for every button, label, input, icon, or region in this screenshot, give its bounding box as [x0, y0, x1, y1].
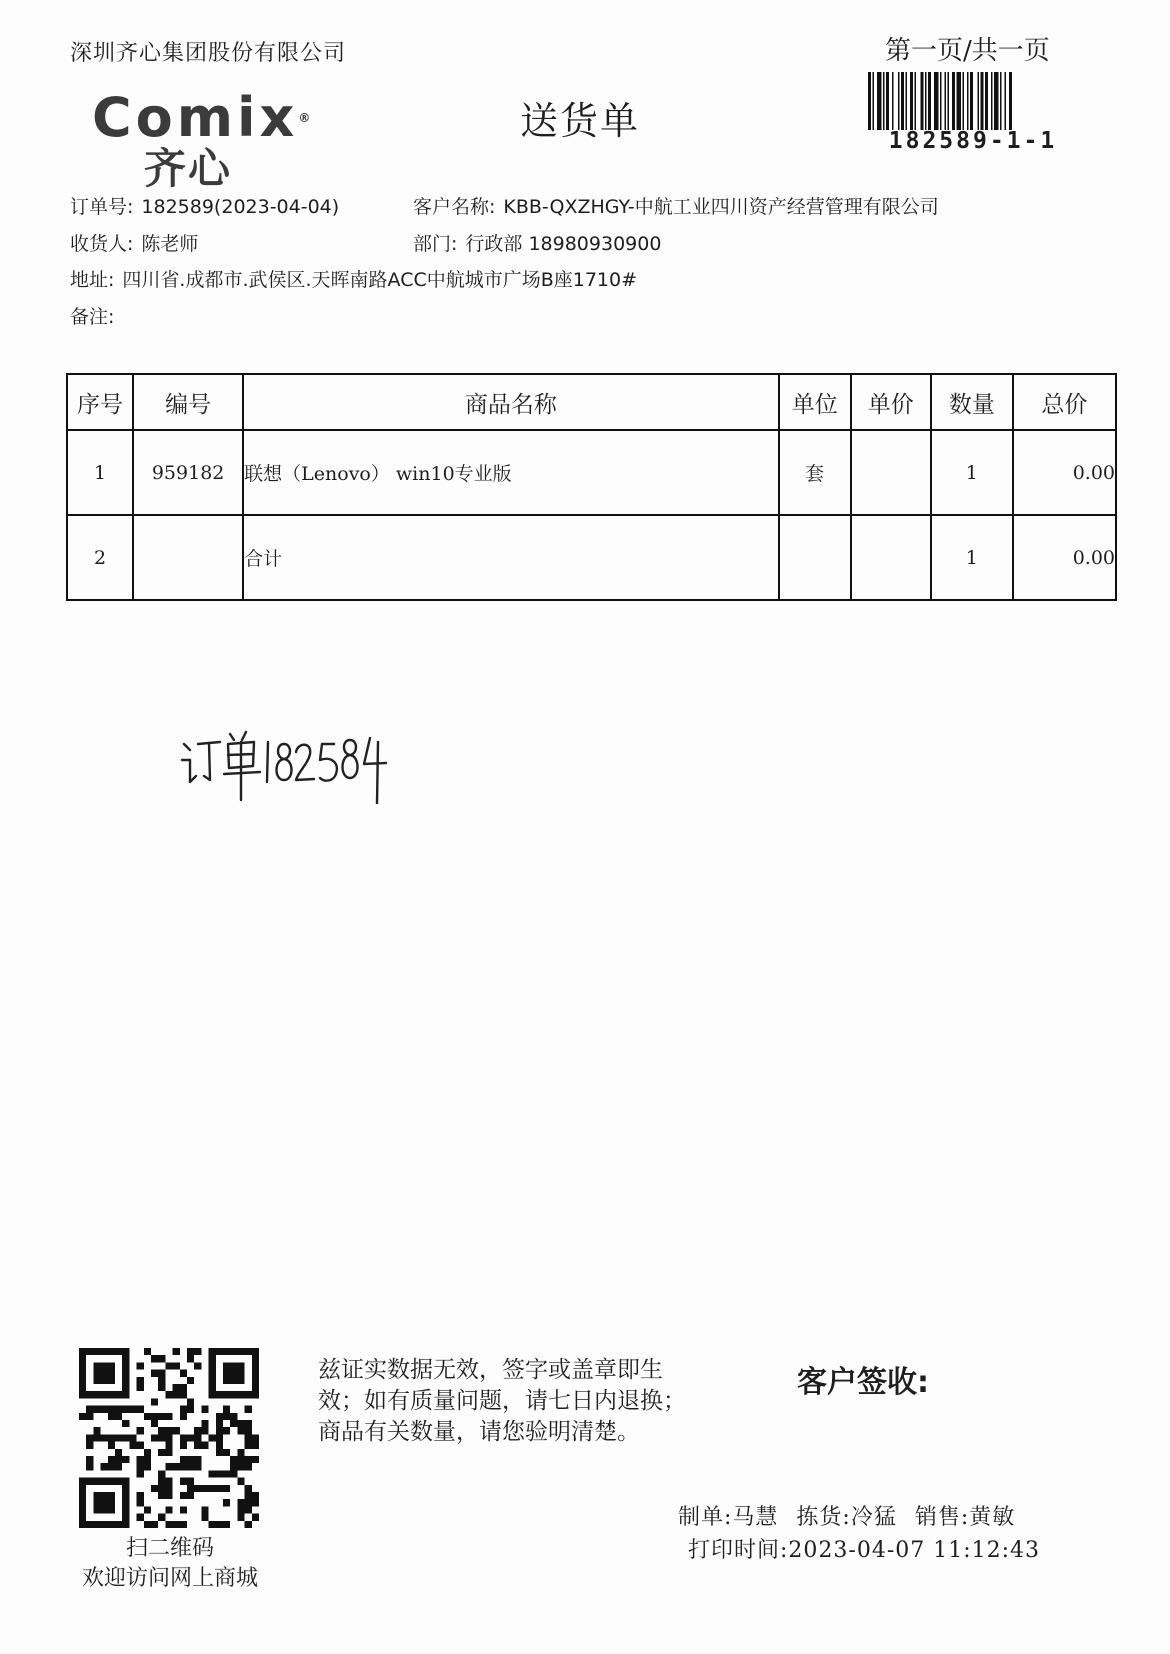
print-time: 打印时间:2023-04-07 11:12:43 [688, 1538, 1041, 1563]
col-header-unit: 单位 [779, 374, 851, 430]
cell-unit [779, 515, 851, 600]
table-row [67, 430, 1116, 515]
cell-product: 联想（Lenovo） win10专业版 [243, 430, 779, 515]
cell-code: 959182 [133, 430, 243, 515]
cell-unit-price [851, 515, 931, 600]
col-header-index: 序号 [67, 374, 133, 430]
notice-text: 兹证实数据无效，签字或盖章即生 效；如有质量问题，请七日内退换； 商品有关数量，请您验明清楚。 [318, 1357, 686, 1445]
address: 地址: 四川省.成都市.武侯区.天晖南路ACC中航城市广场B座1710# [70, 269, 638, 291]
remark: 备注: [70, 306, 115, 328]
document-title: 送货单 [520, 99, 641, 143]
company-name: 深圳齐心集团股份有限公司 [70, 41, 347, 66]
logo-wordmark: Comix® [92, 86, 315, 149]
picker: 拣货:冷猛 [796, 1505, 897, 1530]
col-header-quantity: 数量 [931, 374, 1013, 430]
cell-total: 0.00 [1013, 515, 1116, 600]
barcode-number: 182589-1-1 [888, 128, 1058, 154]
logo-chinese: 齐心 [144, 144, 233, 193]
cell-quantity: 1 [931, 515, 1013, 600]
table-header-row [67, 374, 1116, 430]
cell-product: 合计 [243, 515, 779, 600]
col-header-unit-price: 单价 [851, 374, 931, 430]
comix-logo [92, 86, 320, 193]
page-indicator: 第一页/共一页 [885, 36, 1050, 66]
customer-name: 客户名称: KBB-QXZHGY-中航工业四川资产经营管理有限公司 [413, 196, 939, 218]
receiver: 收货人: 陈老师 [70, 233, 199, 255]
cell-index: 1 [67, 430, 133, 515]
col-header-code: 编号 [133, 374, 243, 430]
cell-unit-price [851, 430, 931, 515]
barcode [868, 72, 1078, 130]
col-header-total: 总价 [1013, 374, 1116, 430]
sales: 销售:黄敏 [914, 1505, 1016, 1530]
cell-unit: 套 [779, 430, 851, 515]
maker: 制单:马慧 [678, 1505, 779, 1530]
col-header-product: 商品名称 [243, 374, 779, 430]
order-number: 订单号: 182589(2023-04-04) [70, 196, 340, 218]
table-row [67, 515, 1116, 600]
cell-index: 2 [67, 515, 133, 600]
department: 部门: 行政部 18980930900 [413, 233, 662, 255]
qr-code [79, 1348, 259, 1528]
cell-total: 0.00 [1013, 430, 1116, 515]
qr-caption-scan: 扫二维码 [125, 1536, 214, 1561]
cell-code [133, 515, 243, 600]
items-table [66, 373, 1117, 601]
customer-sign-label: 客户签收: [797, 1365, 929, 1400]
cell-quantity: 1 [931, 430, 1013, 515]
staff-line [678, 1500, 1015, 1531]
handwritten-note [180, 730, 390, 804]
qr-caption-welcome: 欢迎访问网上商城 [81, 1566, 258, 1591]
